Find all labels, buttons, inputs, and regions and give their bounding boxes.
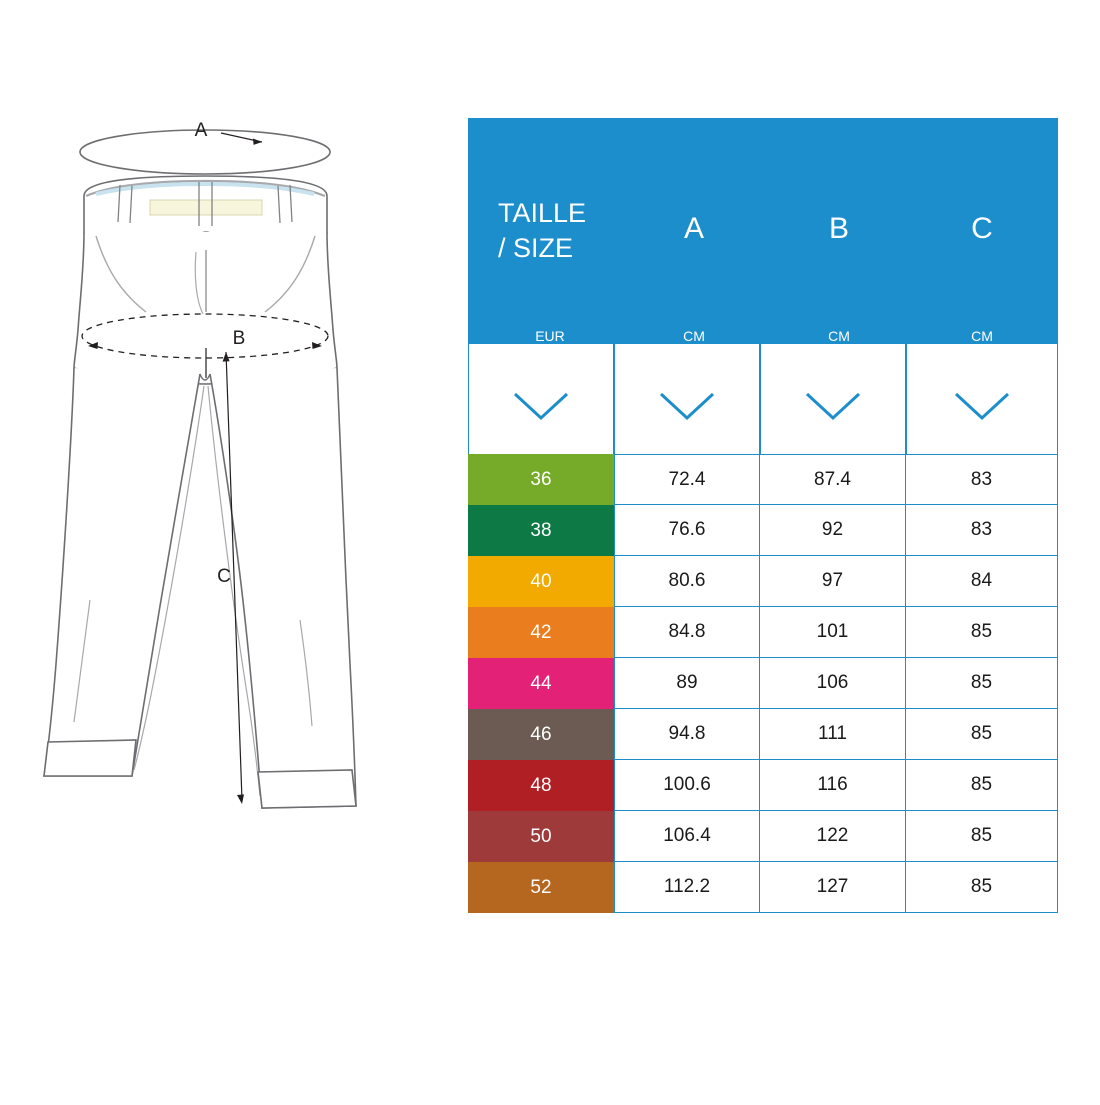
- cell-b: 122: [760, 811, 906, 862]
- trousers-diagram-svg: [0, 0, 460, 1100]
- table-row: [468, 658, 1058, 709]
- notch-col-c: [906, 344, 1058, 454]
- cell-a: 84.8: [614, 607, 760, 658]
- size-chart-table: [468, 118, 1058, 926]
- cell-a: 112.2: [614, 862, 760, 913]
- table-row: [468, 709, 1058, 760]
- cell-size: 42: [468, 607, 614, 658]
- cell-size: 50: [468, 811, 614, 862]
- illustration-label-a: A: [194, 120, 208, 141]
- chevron-down-icon: [657, 390, 717, 424]
- cell-c: 85: [906, 709, 1058, 760]
- cell-c: 84: [906, 556, 1058, 607]
- header-col-c: C: [971, 212, 993, 245]
- cell-a: 72.4: [614, 454, 760, 505]
- cell-a: 76.6: [614, 505, 760, 556]
- table-header-band: [468, 118, 1058, 356]
- unit-c: CM: [971, 328, 993, 344]
- table-row: [468, 505, 1058, 556]
- chevron-down-icon: [952, 390, 1012, 424]
- cell-b: 116: [760, 760, 906, 811]
- cell-b: 106: [760, 658, 906, 709]
- cell-a: 106.4: [614, 811, 760, 862]
- cell-a: 89: [614, 658, 760, 709]
- cell-c: 85: [906, 811, 1058, 862]
- unit-a: CM: [683, 328, 705, 344]
- cell-b: 111: [760, 709, 906, 760]
- cell-c: 85: [906, 607, 1058, 658]
- cell-b: 127: [760, 862, 906, 913]
- cell-size: 40: [468, 556, 614, 607]
- table-body: [468, 454, 1058, 913]
- table-row: [468, 556, 1058, 607]
- chevron-down-icon: [803, 390, 863, 424]
- unit-b: CM: [828, 328, 850, 344]
- notch-col-a: [614, 344, 760, 454]
- cell-size: 36: [468, 454, 614, 505]
- cell-b: 97: [760, 556, 906, 607]
- illustration-label-b: B: [232, 328, 246, 349]
- unit-size: EUR: [535, 328, 565, 344]
- cell-a: 100.6: [614, 760, 760, 811]
- cell-b: 101: [760, 607, 906, 658]
- header-size-label-line2: / SIZE: [498, 233, 574, 264]
- table-row: [468, 811, 1058, 862]
- cell-size: 38: [468, 505, 614, 556]
- cell-size: 48: [468, 760, 614, 811]
- table-notch-zone: [468, 344, 1058, 454]
- cell-b: 87.4: [760, 454, 906, 505]
- header-col-a: A: [683, 212, 704, 245]
- notch-col-size: [468, 344, 614, 454]
- table-row: [468, 454, 1058, 505]
- cell-b: 92: [760, 505, 906, 556]
- cell-size: 52: [468, 862, 614, 913]
- notch-col-b: [760, 344, 906, 454]
- table-row: [468, 607, 1058, 658]
- cell-c: 85: [906, 862, 1058, 913]
- cell-c: 85: [906, 658, 1058, 709]
- trousers-illustration: [0, 0, 460, 1100]
- header-size-label-line1: TAILLE: [498, 198, 587, 228]
- cell-a: 94.8: [614, 709, 760, 760]
- cell-c: 85: [906, 760, 1058, 811]
- header-col-b: B: [828, 212, 849, 245]
- cell-c: 83: [906, 454, 1058, 505]
- illustration-label-c: C: [217, 566, 231, 587]
- cell-size: 44: [468, 658, 614, 709]
- header-size-label: [480, 196, 628, 266]
- cell-size: 46: [468, 709, 614, 760]
- cell-c: 83: [906, 505, 1058, 556]
- cell-a: 80.6: [614, 556, 760, 607]
- chevron-down-icon: [511, 390, 571, 424]
- table-row: [468, 760, 1058, 811]
- table-row: [468, 862, 1058, 913]
